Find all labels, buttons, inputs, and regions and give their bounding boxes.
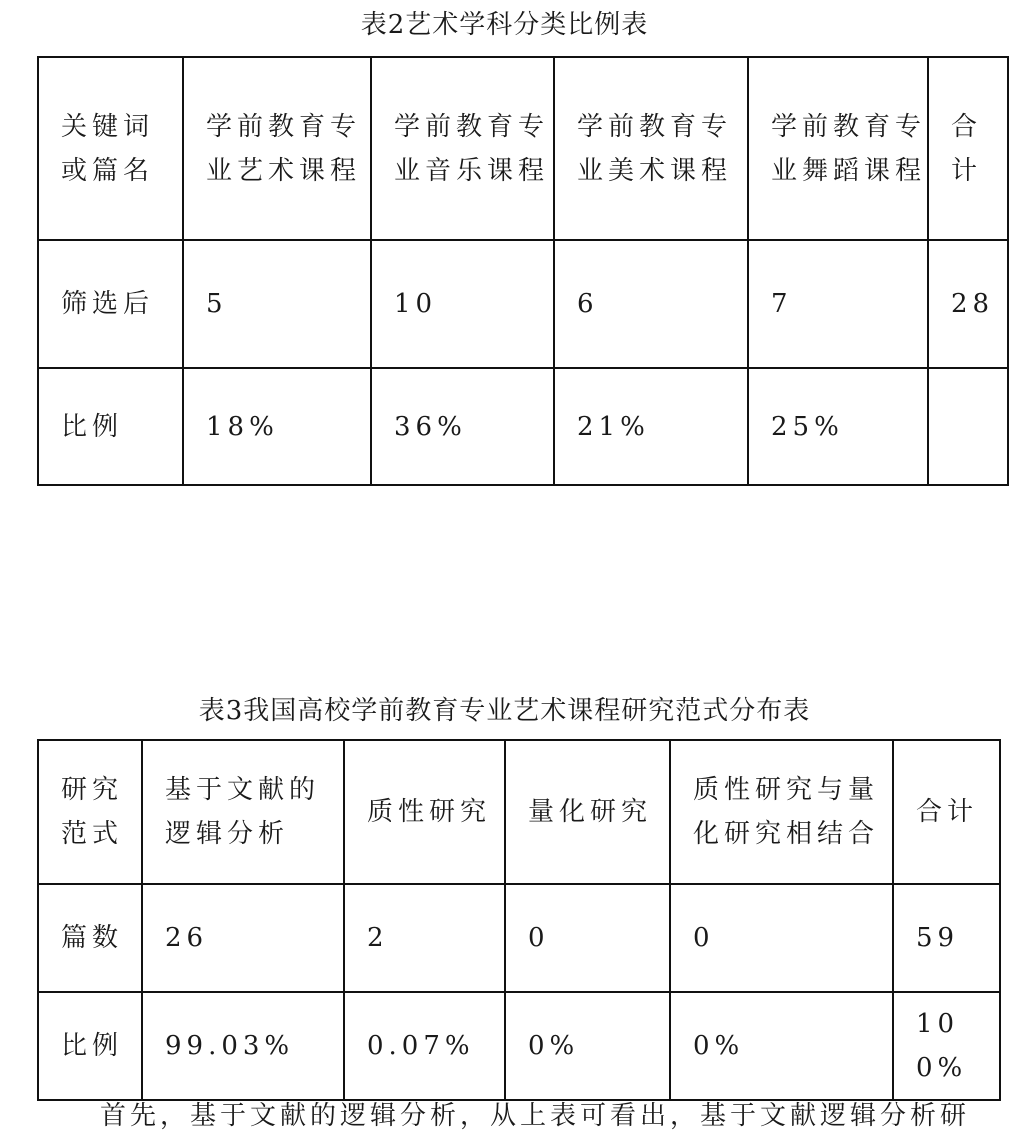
table2-header-row — [38, 57, 1008, 240]
table3-row-label: 篇数 — [38, 884, 142, 992]
table3-header-cell: 基于文献的逻辑分析 — [142, 740, 344, 884]
table3-cell: 100% — [893, 992, 1000, 1100]
table3-header-cell: 合计 — [893, 740, 1000, 884]
table2-caption: 表2艺术学科分类比例表 — [360, 10, 649, 40]
table3-cell: 0 — [670, 884, 893, 992]
table3-header-cell: 质性研究与量化研究相结合 — [670, 740, 893, 884]
table3-cell: 0% — [670, 992, 893, 1100]
table2-cell — [928, 368, 1008, 485]
table2-cell: 21% — [554, 368, 748, 485]
table2-cell: 6 — [554, 240, 748, 368]
table2-cell: 7 — [748, 240, 928, 368]
table3-row-label: 比例 — [38, 992, 142, 1100]
table2-cell: 10 — [371, 240, 554, 368]
table3-caption: 表3我国高校学前教育专业艺术课程研究范式分布表 — [198, 696, 811, 726]
table2-cell: 36% — [371, 368, 554, 485]
table2-row-label: 比例 — [38, 368, 183, 485]
table2-row — [38, 240, 1008, 368]
table3-cell: 99.03% — [142, 992, 344, 1100]
table3-cell: 0% — [505, 992, 670, 1100]
table3-row — [38, 992, 1000, 1100]
table2-row — [38, 368, 1008, 485]
table3-cell: 0 — [505, 884, 670, 992]
table2-header-cell: 学前教育专业音乐课程 — [371, 57, 554, 240]
table2-cell: 28 — [928, 240, 1008, 368]
table2-cell: 18% — [183, 368, 371, 485]
table3-row — [38, 884, 1000, 992]
table3-cell: 26 — [142, 884, 344, 992]
table3-cell: 59 — [893, 884, 1000, 992]
table2-header-cell: 合计 — [928, 57, 1008, 240]
art-discipline-classification-table — [37, 56, 1009, 486]
table3-header-row — [38, 740, 1000, 884]
table2-header-cell: 学前教育专业艺术课程 — [183, 57, 371, 240]
body-paragraph-fragment: 首先，基于文献的逻辑分析，从上表可看出，基于文献逻辑分析研 — [100, 1101, 971, 1131]
table2-header-cell: 关键词或篇名 — [38, 57, 183, 240]
table3-header-cell: 研究范式 — [38, 740, 142, 884]
table2-row-label: 筛选后 — [38, 240, 183, 368]
table3-header-cell: 质性研究 — [344, 740, 505, 884]
table2-header-cell: 学前教育专业美术课程 — [554, 57, 748, 240]
table3-cell: 0.07% — [344, 992, 505, 1100]
table2-cell: 25% — [748, 368, 928, 485]
research-paradigm-distribution-table — [37, 739, 1001, 1101]
table2-header-cell: 学前教育专业舞蹈课程 — [748, 57, 928, 240]
table3-cell: 2 — [344, 884, 505, 992]
table3-header-cell: 量化研究 — [505, 740, 670, 884]
table2-cell: 5 — [183, 240, 371, 368]
